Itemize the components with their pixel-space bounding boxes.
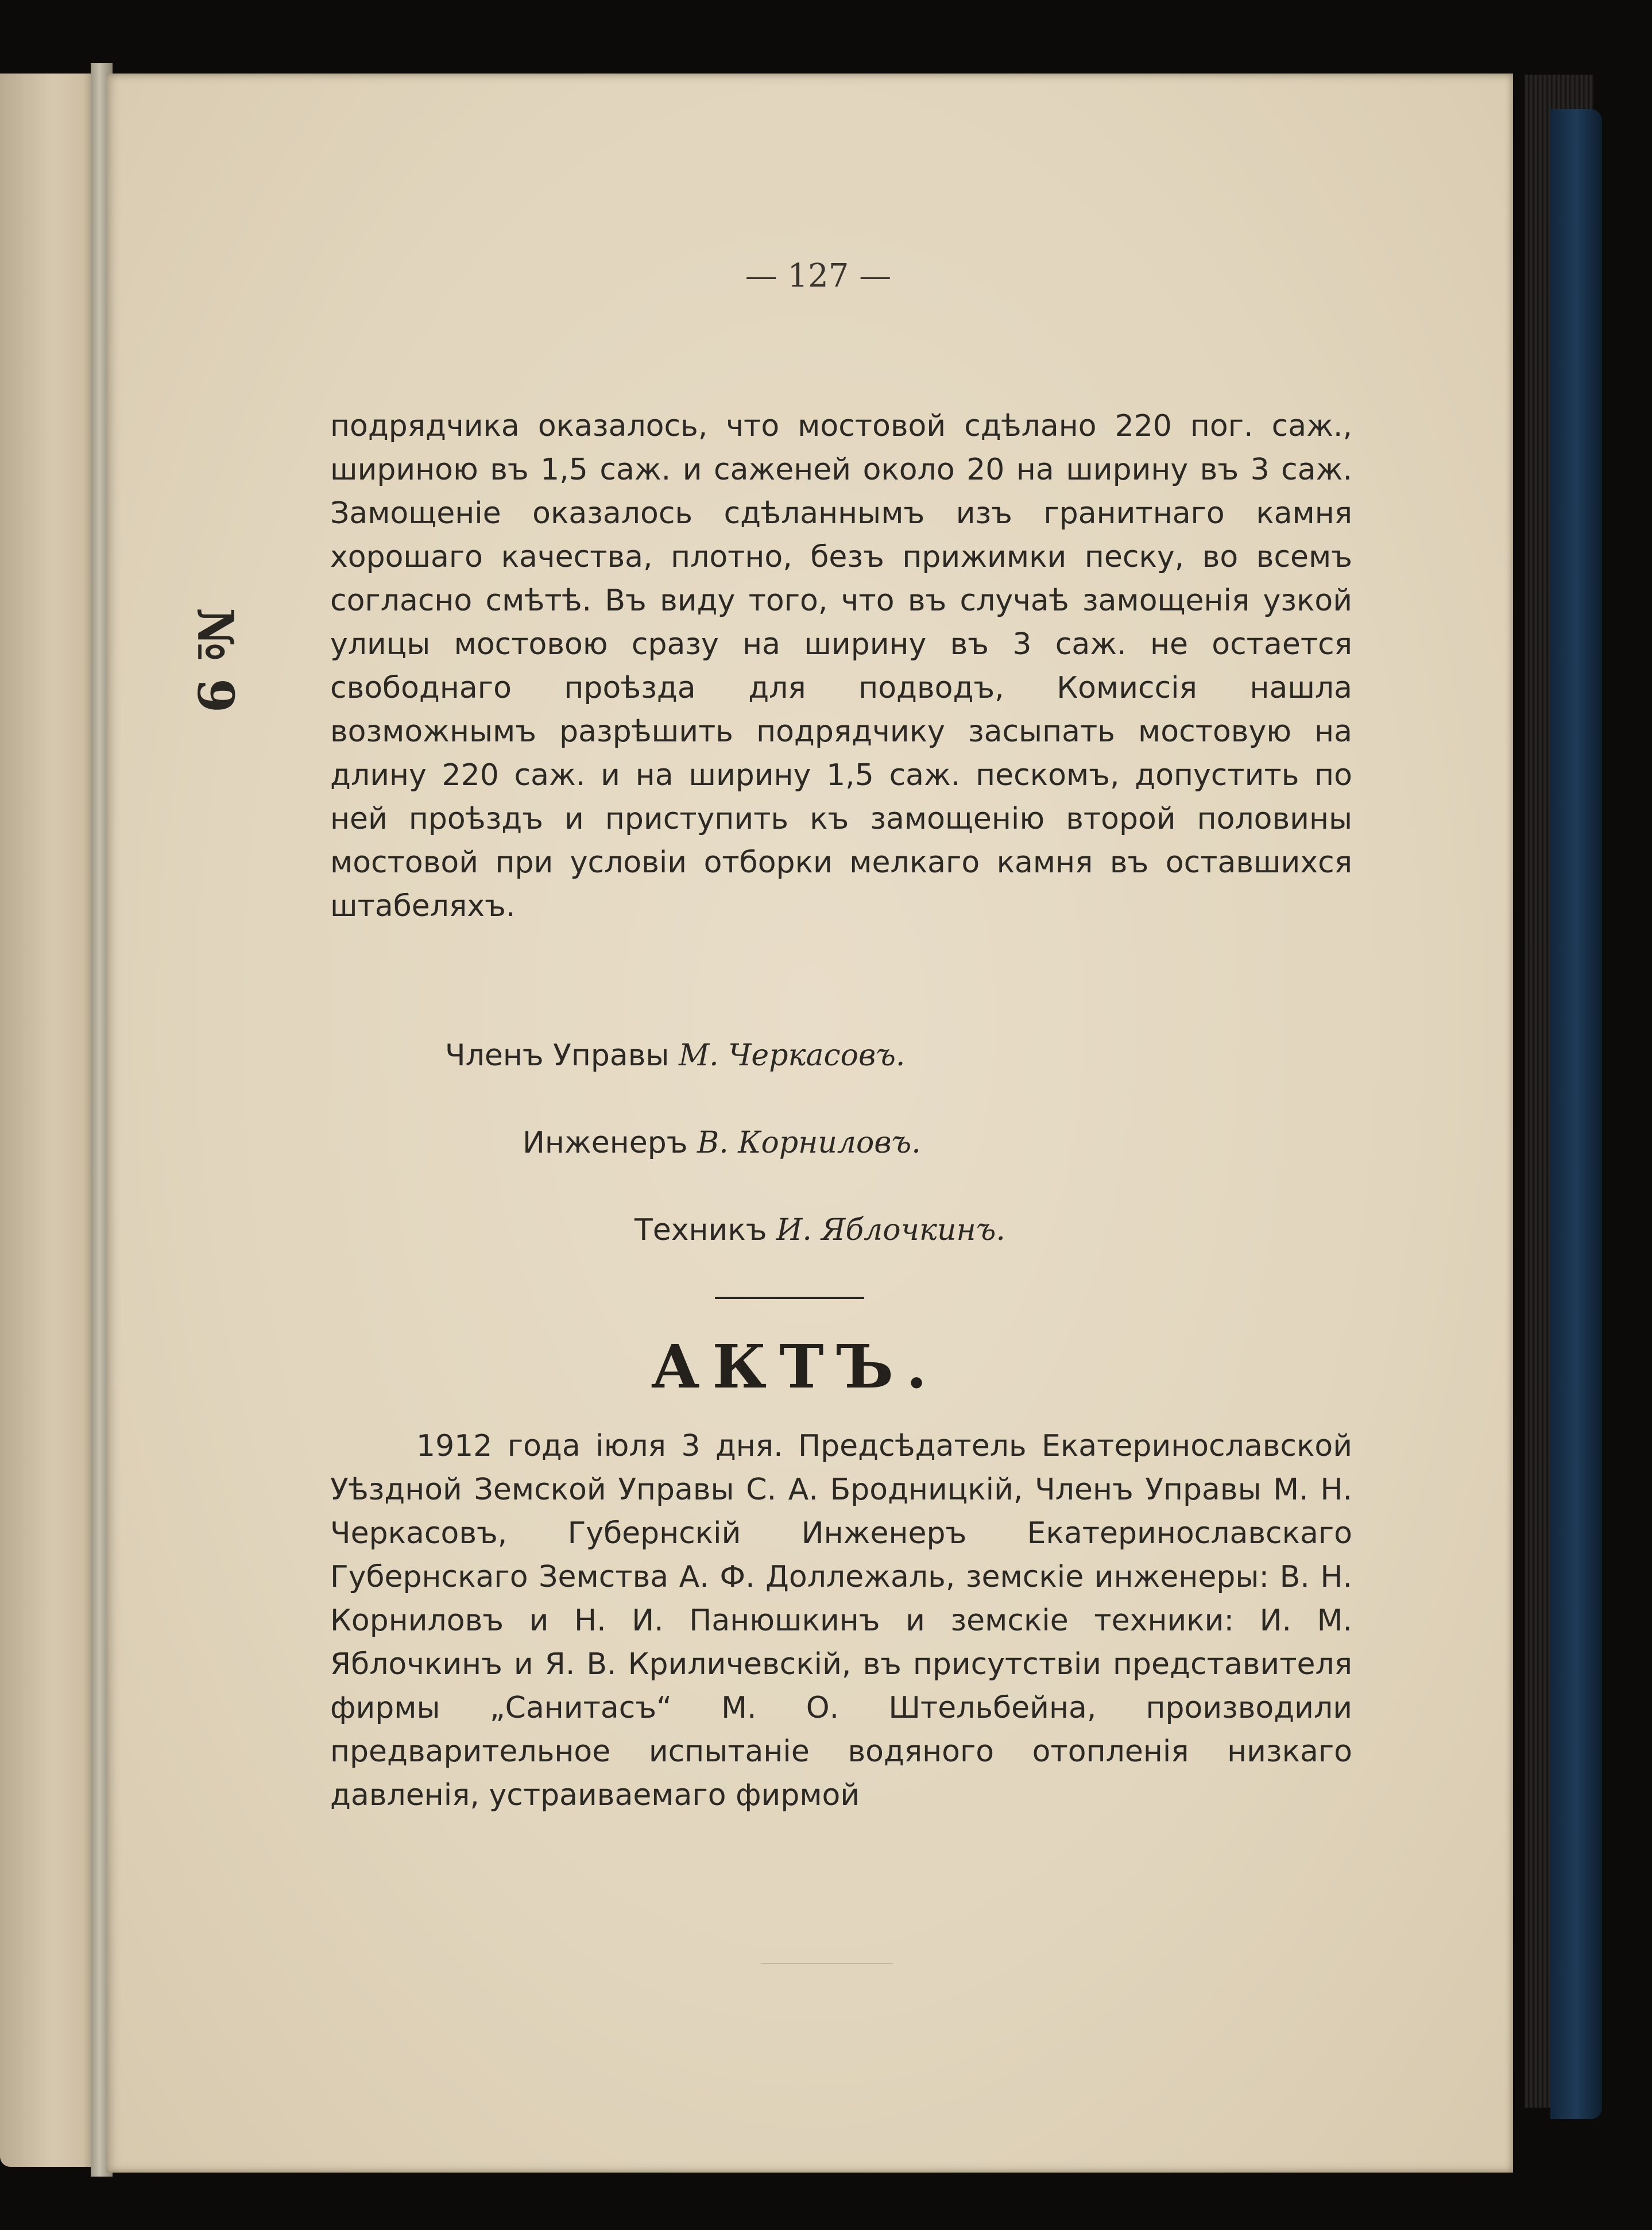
signature-title: Членъ Управы bbox=[445, 1038, 670, 1073]
page-number: — 127 — bbox=[745, 257, 892, 295]
signature-cherkasov bbox=[445, 1038, 905, 1073]
signature-kornilov bbox=[523, 1126, 921, 1160]
left-page-edge bbox=[0, 74, 98, 2167]
act-heading: АКТЪ. bbox=[651, 1331, 940, 1402]
section-divider bbox=[715, 1297, 864, 1299]
page bbox=[106, 74, 1513, 2173]
signature-name: И. Яблочкинъ. bbox=[776, 1213, 1005, 1247]
signature-title: Техникъ bbox=[635, 1213, 767, 1247]
signature-name: М. Черкасовъ. bbox=[678, 1038, 906, 1073]
paragraph-2: 1912 года iюля 3 дня. Предсѣдатель Екатеринославской Уѣздной Земской Управы С. А. Бродницкiй, Членъ Управы М. Н. Черкасовъ, Губернскiй Инженеръ Екатеринославскаго Губернскаго Земства А. Ф. Доллежаль, земскiе инженеры: В. Н. Корниловъ и Н. И. Панюшкинъ и земскiе техники: И. М. Яблочкинъ и Я. В. Криличевскiй, въ присутствiи представителя фирмы „Санитасъ“ М. О. Штельбейна, производили предварительное испытанiе водяного отопленiя низкаго давленiя, устраиваемаго фирмой bbox=[330, 1429, 1352, 1812]
text-block-1 bbox=[330, 404, 1352, 928]
book-cover bbox=[1550, 109, 1602, 2119]
margin-issue-mark: № 9 bbox=[186, 608, 244, 713]
text-block-2 bbox=[330, 1424, 1352, 1817]
signature-yablochkin bbox=[635, 1213, 1005, 1247]
bleed-through-line bbox=[761, 1963, 893, 1964]
paragraph-1: подрядчика оказалось, что мостовой сдѣлано 220 пог. саж., шириною въ 1,5 саж. и саженей около 20 на ширину въ 3 саж. Замощенiе оказалось сдѣланнымъ изъ гранитнаго камня хорошаго качества, плотно, безъ прижимки песку, во всемъ согласно смѣтѣ. Въ виду того, что въ случаѣ замощенiя узкой улицы мостовою сразу на ширину въ 3 саж. не остается свободнаго проѣзда для подводъ, Комиссiя нашла возможнымъ разрѣшить подрядчику засыпать мостовую на длину 220 саж. и на ширину 1,5 саж. пескомъ, допустить по ней проѣздъ и приступить къ замощенiю второй половины мостовой при условiи отборки мелкаго камня въ оставшихся штабеляхъ. bbox=[330, 409, 1352, 923]
signature-title: Инженеръ bbox=[523, 1126, 688, 1160]
signature-name: В. Корниловъ. bbox=[697, 1126, 921, 1160]
